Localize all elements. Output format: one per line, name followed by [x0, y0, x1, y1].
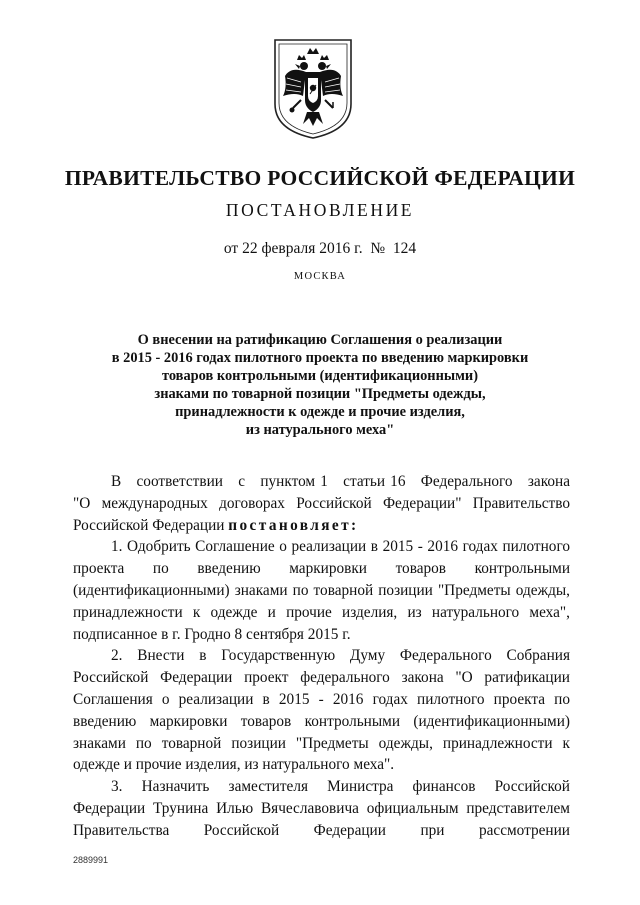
body-line: 3. Назначить заместителя Министра финансов Российской [111, 778, 570, 796]
body-line: "О международных договорах Российской Федерации" Правительство [73, 494, 570, 512]
russian-coat-of-arms-icon [273, 38, 353, 140]
document-city: МОСКВА [293, 271, 347, 282]
body-line: 1. Одобрить Соглашение о реализации в 2015 - 2016 годах пилотного [111, 538, 570, 556]
title-line: О внесении на ратификацию Соглашения о реализации [137, 332, 503, 348]
document-date-number: от 22 февраля 2016 г. № 124 [223, 240, 417, 257]
body-line: проекта по введению маркировки товаров контрольными [73, 560, 570, 578]
body-line: Правительства Российской Федерации при рассмотрении [73, 821, 570, 839]
body-line: Федерации Трунина Илью Вячеславовича официальным представителем [73, 799, 570, 817]
body-line: Соглашения о реализации в 2015 - 2016 годах пилотного проекта по [73, 690, 570, 708]
body-line [73, 515, 570, 537]
title-line: в 2015 - 2016 годах пилотного проекта по введению маркировки [111, 350, 529, 366]
government-name: ПРАВИТЕЛЬСТВО РОССИЙСКОЙ ФЕДЕРАЦИИ [64, 166, 576, 190]
body-line: Российской Федерации проект федерального закона "О ратификации [73, 669, 570, 687]
body-line: принадлежности к одежде и прочие изделия, из натурального меха", [73, 603, 570, 621]
body-line: одежде и прочие изделия, из натурального меха". [73, 756, 395, 774]
title-line: из натурального меха" [245, 422, 395, 438]
document-number: 2889991 [73, 855, 109, 865]
body-line: подписанное в г. Гродно 8 сентября 2015 г. [73, 625, 351, 643]
document-title [100, 331, 540, 439]
title-line: принадлежности к одежде и прочие изделия, [175, 404, 465, 420]
body-line: 2. Внести в Государственную Думу Федерального Собрания [111, 647, 570, 665]
title-line: товаров контрольными (идентификационными) [161, 368, 479, 384]
title-line: знаками по товарной позиции "Предметы одежды, [154, 386, 486, 402]
body-line: знаками по товарной позиции "Предметы одежды, принадлежности к [73, 734, 570, 752]
body-line: В соответствии с пунктом 1 статьи 16 Федерального закона [111, 473, 570, 490]
decree-word: постановляет: [228, 516, 359, 534]
body-text: Российской Федерации [73, 516, 229, 534]
body-line: (идентификационными) знаками по товарной позиции "Предметы одежды, [73, 581, 570, 599]
body-line: введению маркировки товаров контрольными (идентификационными) [73, 712, 570, 730]
document-body [73, 471, 570, 842]
document-type: ПОСТАНОВЛЕНИЕ [225, 200, 415, 220]
